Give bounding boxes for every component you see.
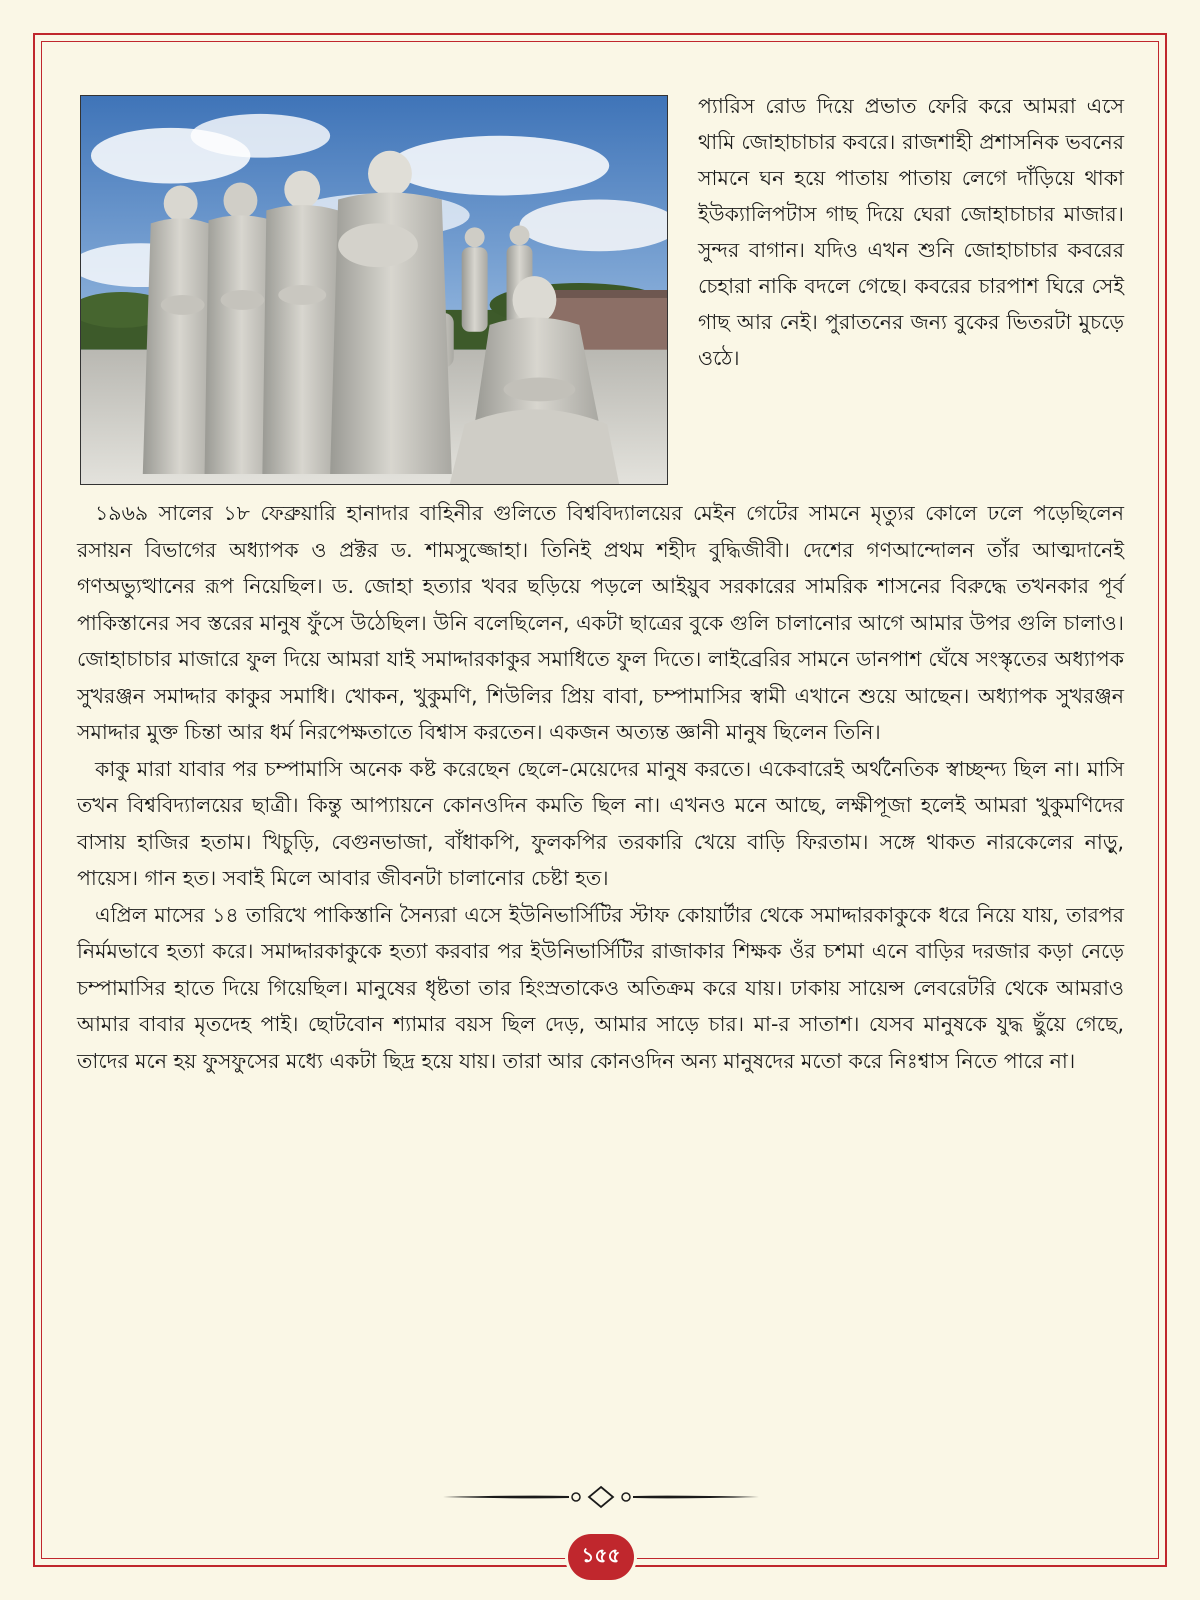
memorial-sculpture-photo	[80, 95, 668, 485]
side-paragraph: প্যারিস রোড দিয়ে প্রভাত ফেরি করে আমরা এসে থামি জোহাচাচার কবরে। রাজশাহী প্রশাসনিক ভবনের সামনে ঘন হয়ে পাতায় পাতায় লেগে দাঁড়িয়ে থাকা ইউক্যালিপটাস গাছ দিয়ে ঘেরা জোহাচাচার মাজার। সুন্দর বাগান। যদিও এখন শুনি জোহাচাচার কবরের চেহারা নাকি বদলে গেছে। কবরের চারপাশ ঘিরে সেই গাছ আর নেই। পুরাতনের জন্য বুকের ভিতরটা মুচড়ে ওঠে।	[698, 94, 1124, 370]
divider-ornament	[443, 1484, 759, 1510]
page-number-badge	[568, 1534, 634, 1580]
page-number: ১৫৫	[581, 1542, 621, 1567]
main-text	[77, 495, 1124, 1079]
paragraph-3: এপ্রিল মাসের ১৪ তারিখে পাকিস্তানি সৈন্যরা এসে ইউনিভার্সিটির স্টাফ কোয়ার্টার থেকে সমাদ্দারকাকুকে ধরে নিয়ে যায়, তারপর নির্মমভাবে হত্যা করে। সমাদ্দারকাকুকে হত্যা করবার পর ইউনিভার্সিটির রাজাকার শিক্ষক ওঁর চশমা এনে বাড়ির দরজার কড়া নেড়ে চম্পামাসির হাতে দিয়ে গিয়েছিল। মানুষের ধৃষ্টতা তার হিংস্রতাকেও অতিক্রম করে যায়। ঢাকায় সায়েন্স লেবরেটরি থেকে আমরাও আমার বাবার মৃতদেহ পাই। ছোটবোন শ্যামার বয়স ছিল দেড়, আমার সাড়ে চার। মা-র সাতাশ। যেসব মানুষকে যুদ্ধ ছুঁয়ে গেছে, তাদের মনে হয় ফুসফুসের মধ্যে একটা ছিদ্র হয়ে যায়। তারা আর কোনওদিন অন্য মানুষদের মতো করে নিঃশ্বাস নিতে পারে না।	[77, 902, 1124, 1073]
paragraph-1: ১৯৬৯ সালের ১৮ ফেব্রুয়ারি হানাদার বাহিনীর গুলিতে বিশ্ববিদ্যালয়ের মেইন গেটের সামনে মৃত্যুর কোলে ঢলে পড়েছিলেন রসায়ন বিভাগের অধ্যাপক ও প্রক্টর ড. শামসুজ্জোহা। তিনিই প্রথম শহীদ বুদ্ধিজীবী। দেশের গণআন্দোলন তাঁর আত্মদানেই গণঅভ্যুত্থানের রূপ নিয়েছিল। ড. জোহা হত্যার খবর ছড়িয়ে পড়লে আইয়ুব সরকারের সামরিক শাসনের বিরুদ্ধে তখনকার পূর্ব পাকিস্তানের সব স্তরের মানুষ ফুঁসে উঠেছিল। উনি বলেছিলেন, একটা ছাত্রের বুকে গুলি চালানোর আগে আমার উপর গুলি চালাও। জোহাচাচার মাজারে ফুল দিয়ে আমরা যাই সমাদ্দারকাকুর সমাধিতে ফুল দিতে। লাইব্রেরির সামনে ডানপাশ ঘেঁষে সংস্কৃতের অধ্যাপক সুখরঞ্জন সমাদ্দার কাকুর সমাধি। খোকন, খুকুমণি, শিউলির প্রিয় বাবা, চম্পামাসির স্বামী এখানে শুয়ে আছেন। অধ্যাপক সুখরঞ্জন সমাদ্দার মুক্ত চিন্তা আর ধর্ম নিরপেক্ষতাতে বিশ্বাস করতেন। একজন অত্যন্ত জ্ঞানী মানুষ ছিলেন তিনি।	[77, 501, 1124, 744]
paragraph-2: কাকু মারা যাবার পর চম্পামাসি অনেক কষ্ট করেছেন ছেলে-মেয়েদের মানুষ করতে। একেবারেই অর্থনৈতিক স্বাচ্ছন্দ্য ছিল না। মাসি তখন বিশ্ববিদ্যালয়ের ছাত্রী। কিন্তু আপ্যায়নে কোনওদিন কমতি ছিল না। এখনও মনে আছে, লক্ষীপূজা হলেই আমরা খুকুমণিদের বাসায় হাজির হতাম। খিচুড়ি, বেগুনভাজা, বাঁধাকপি, ফুলকপির তরকারি খেয়ে বাড়ি ফিরতাম। সঙ্গে থাকত নারকেলের নাড়ু, পায়েস। গান হত। সবাই মিলে আবার জীবনটা চালানোর চেষ্টা হত।	[77, 756, 1124, 890]
